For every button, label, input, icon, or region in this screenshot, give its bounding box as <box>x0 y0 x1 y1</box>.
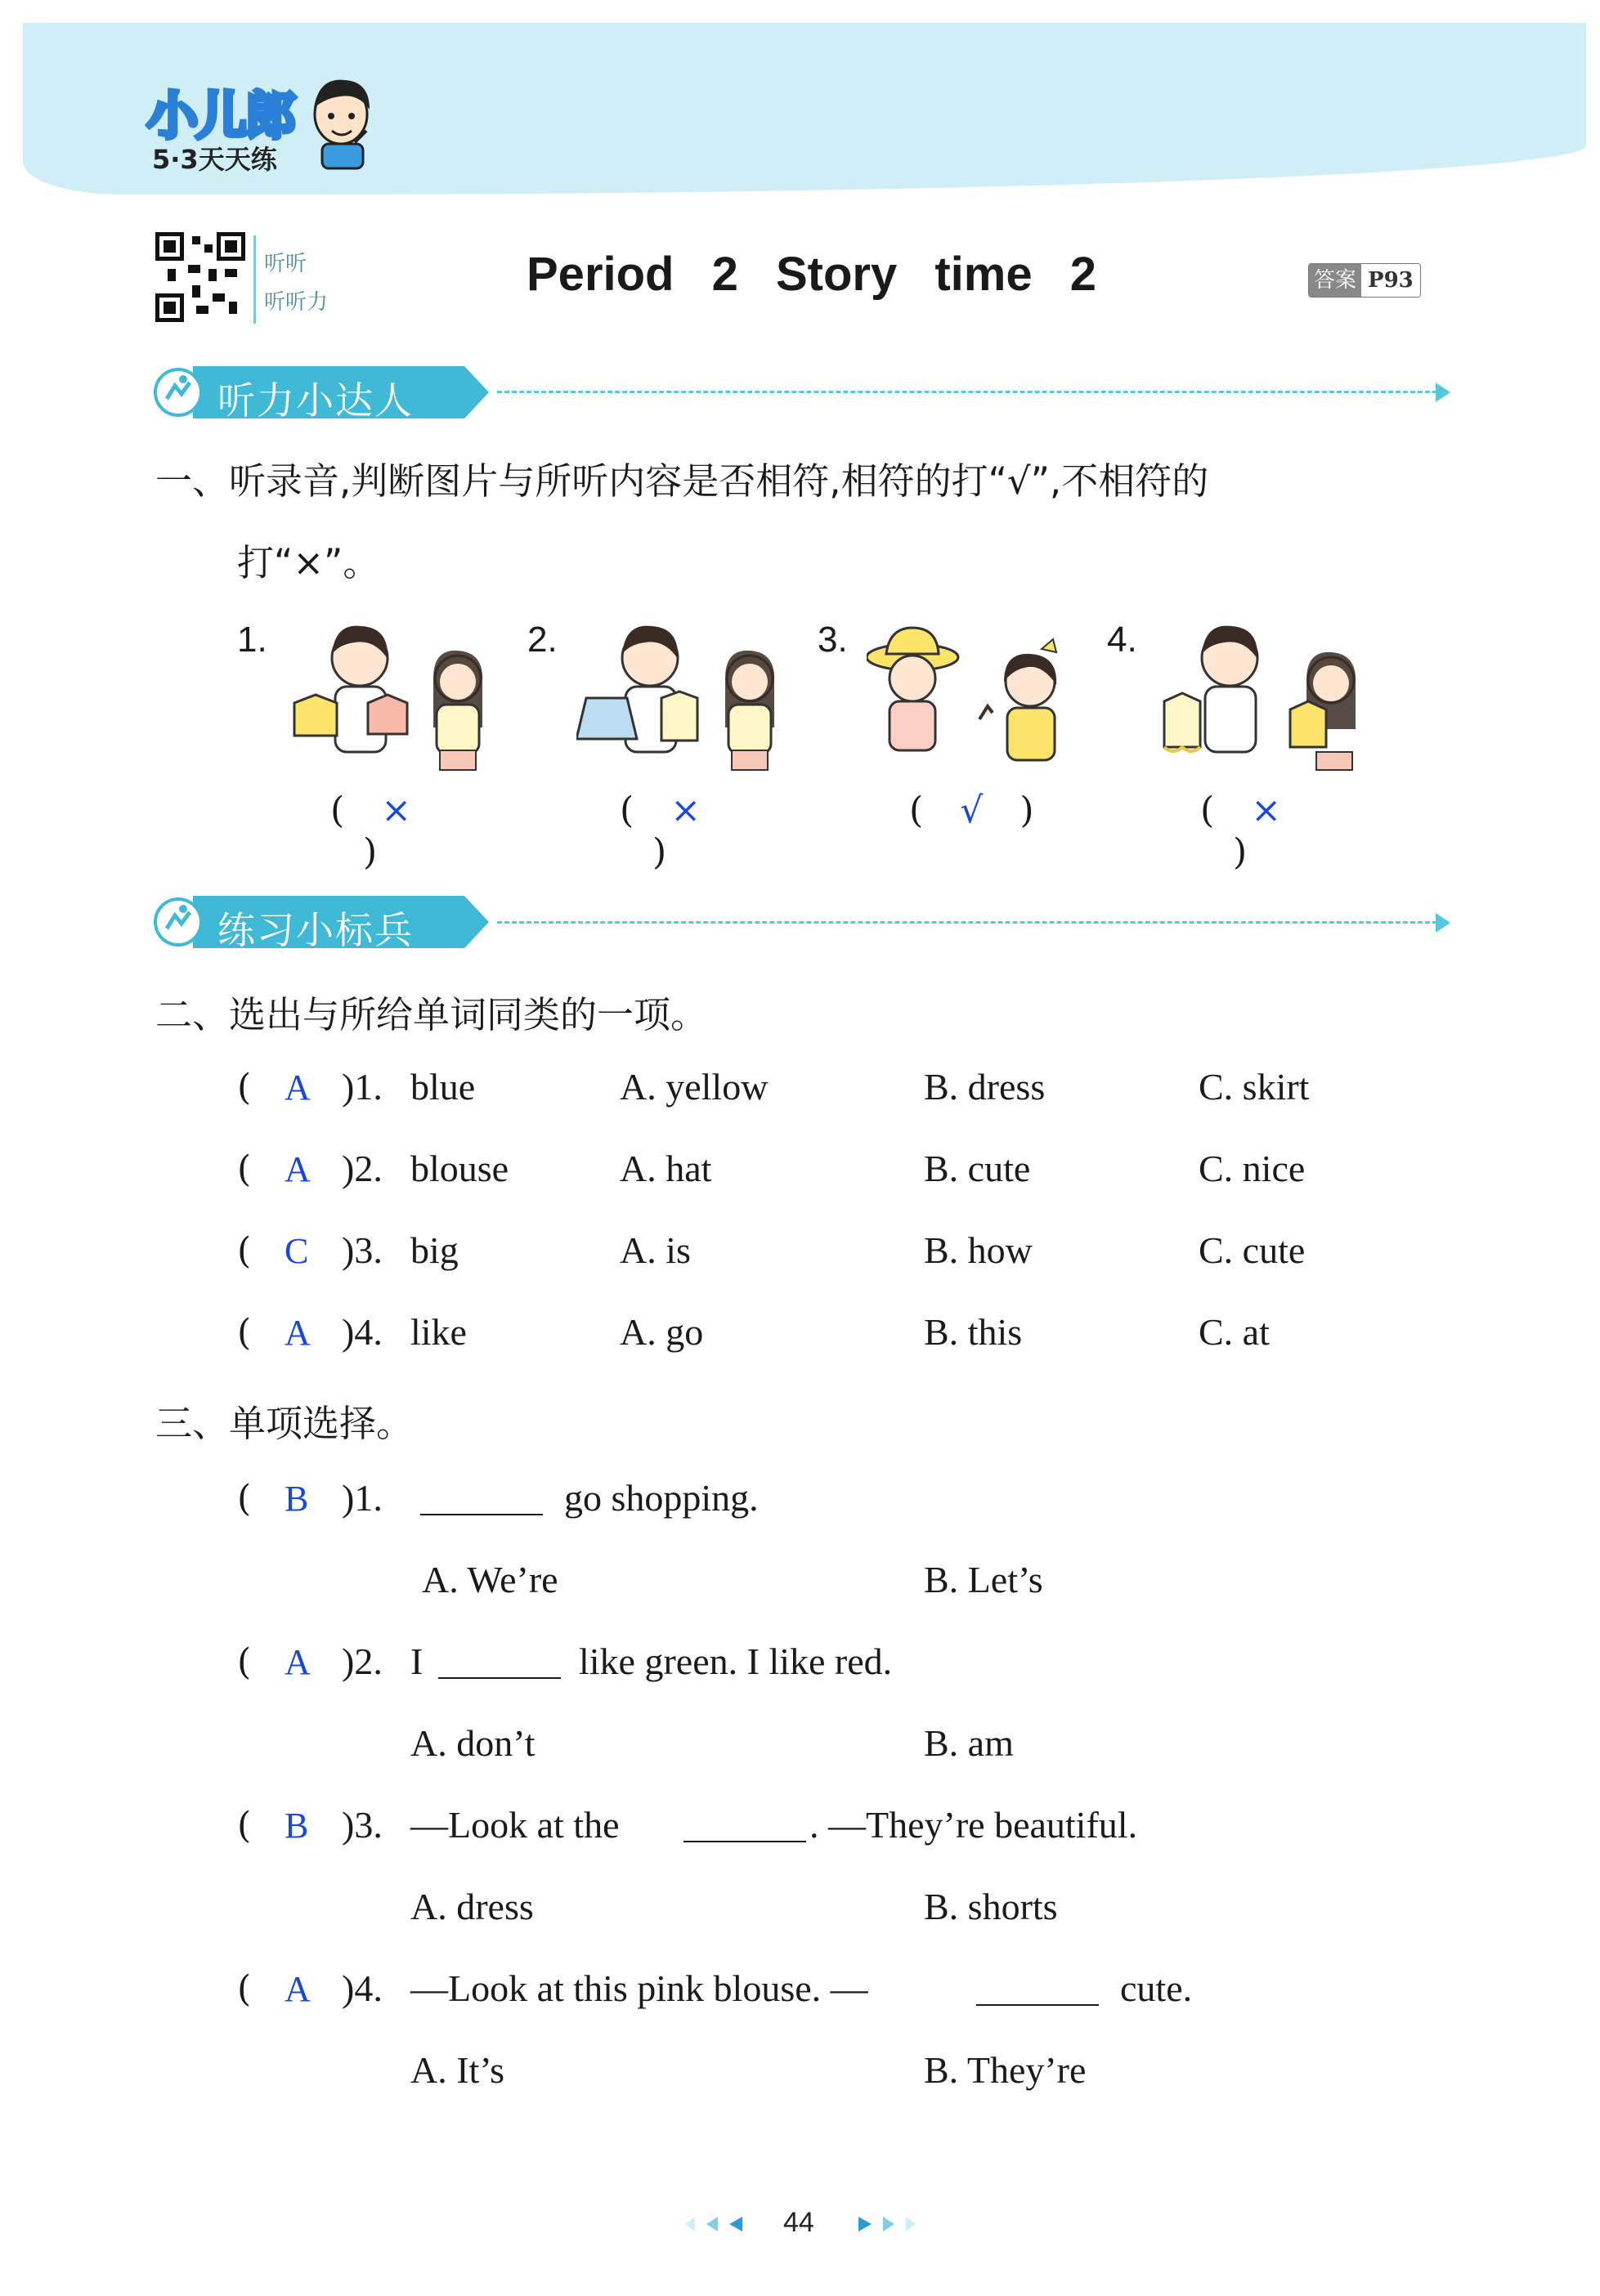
picture-number-2: 2. <box>527 620 558 660</box>
listen-tag[interactable] <box>253 235 354 324</box>
question-text: go shopping. <box>564 1477 759 1519</box>
fill-blank <box>683 1808 806 1842</box>
item-number: )3. <box>342 1229 383 1271</box>
picture-4-girls-clothes <box>1156 613 1377 777</box>
question-heading-2: 二、选出与所给单词同类的一项。 <box>155 993 708 1036</box>
next-page-icon <box>883 2217 894 2231</box>
question-text: like green. I like red. <box>579 1640 893 1682</box>
option-b: B. this <box>924 1311 1023 1353</box>
paren-open: ( <box>237 1805 252 1846</box>
question-text-before: —Look at this pink blouse. — <box>410 1967 868 2009</box>
banner-label: 听力小达人 <box>217 378 414 423</box>
question-text-before: I <box>410 1640 424 1682</box>
arrow-right-icon <box>1436 913 1450 933</box>
option-a: A. It’s <box>410 2049 504 2091</box>
question-heading-1a: 一、听录音,判断图片与所听内容是否相符,相符的打“√”,不相符的 <box>155 459 1209 503</box>
option-a: A. is <box>620 1229 691 1271</box>
banner-dash-line <box>497 921 1437 924</box>
item-number: )2. <box>342 1148 383 1189</box>
next-page-icon <box>858 2217 872 2231</box>
picture-number-4: 4. <box>1107 620 1137 660</box>
listening-answer-4: ( × ) <box>1200 790 1282 873</box>
prev-page-icon <box>706 2217 718 2231</box>
option-a: A. go <box>620 1311 704 1353</box>
arrow-right-icon <box>1436 383 1450 402</box>
option-b: B. They’re <box>924 2049 1087 2091</box>
section-banner-practice <box>154 896 489 952</box>
option-b: B. am <box>924 1722 1014 1764</box>
answer-reference <box>1308 263 1421 298</box>
item-number: )1. <box>342 1066 383 1108</box>
option-b: B. shorts <box>924 1886 1058 1927</box>
option-c: C. cute <box>1199 1229 1306 1271</box>
option-b: B. dress <box>924 1066 1046 1108</box>
fill-blank <box>438 1645 561 1679</box>
answer-letter: A <box>285 1313 311 1353</box>
paren-open: ( <box>237 1312 252 1354</box>
listening-answer-3: ( √ ) <box>909 790 1034 831</box>
answer-mark: × <box>381 790 412 831</box>
picture-2-girls-clothes <box>576 613 797 777</box>
answer-page: P93 <box>1361 264 1420 297</box>
banner-dash-line <box>497 391 1437 393</box>
given-word: like <box>410 1311 467 1353</box>
answer-letter: A <box>285 1642 311 1682</box>
option-c: C. nice <box>1199 1148 1306 1189</box>
answer-letter: C <box>285 1231 309 1271</box>
listen-tag-line2: 听听力 <box>264 290 329 315</box>
answer-mark: × <box>670 790 701 831</box>
answer-label: 答案 <box>1309 264 1361 297</box>
paren-open: ( <box>237 1968 252 2010</box>
section-banner-listening <box>154 366 489 423</box>
picture-1-girls-clothes <box>286 613 507 777</box>
qr-code-icon[interactable] <box>155 231 245 323</box>
prev-page-icon <box>729 2217 742 2231</box>
page-title: Period 2 Story time 2 <box>527 248 1096 301</box>
option-b: B. Let’s <box>924 1559 1043 1600</box>
paren-open: ( <box>237 1230 252 1272</box>
given-word: blouse <box>410 1148 509 1189</box>
brand-logo: 小儿郎 <box>147 88 295 145</box>
banner-label: 练习小标兵 <box>217 908 414 952</box>
brand-subtitle: 5·3天天练 <box>152 144 277 175</box>
option-c: C. skirt <box>1199 1066 1310 1108</box>
picture-number-1: 1. <box>237 620 267 660</box>
paren-open: ( <box>237 1641 252 1683</box>
paren-open: ( <box>237 1148 252 1190</box>
answer-mark: × <box>1251 790 1282 831</box>
question-text-before: —Look at the <box>410 1804 620 1846</box>
answer-letter: A <box>285 1969 311 2009</box>
option-a: A. hat <box>620 1148 712 1189</box>
item-number: )3. <box>342 1804 383 1846</box>
page-number: 44 <box>783 2207 814 2238</box>
paren-open: ( <box>237 1067 252 1108</box>
answer-mark: √ <box>960 790 984 831</box>
question-text: cute. <box>1120 1967 1193 2009</box>
item-number: )2. <box>342 1640 383 1682</box>
fill-blank <box>420 1481 543 1515</box>
answer-letter: B <box>285 1479 309 1519</box>
item-number: )4. <box>342 1967 383 2009</box>
question-text: . —They’re beautiful. <box>809 1804 1138 1846</box>
next-page-icon <box>906 2217 916 2231</box>
answer-letter: A <box>285 1149 311 1189</box>
option-c: C. at <box>1199 1311 1270 1353</box>
listening-answer-2: ( × ) <box>620 790 701 873</box>
given-word: big <box>410 1229 459 1271</box>
fill-blank <box>976 1972 1099 2006</box>
item-number: )4. <box>342 1311 383 1353</box>
question-heading-1b: 打“×”。 <box>237 541 380 584</box>
answer-letter: A <box>285 1067 311 1108</box>
mascot-icon <box>304 72 378 170</box>
prev-page-icon <box>685 2217 695 2231</box>
option-a: A. don’t <box>410 1722 536 1764</box>
option-a: A. yellow <box>620 1066 769 1108</box>
item-number: )1. <box>342 1477 383 1519</box>
answer-letter: B <box>285 1806 309 1846</box>
option-b: B. how <box>924 1229 1033 1271</box>
given-word: blue <box>410 1066 476 1108</box>
picture-number-3: 3. <box>818 620 848 660</box>
picture-3-girls-hat <box>867 613 1087 777</box>
paren-open: ( <box>237 1478 252 1519</box>
option-b: B. cute <box>924 1148 1031 1189</box>
option-a: A. We’re <box>422 1559 558 1600</box>
question-heading-3: 三、单项选择。 <box>155 1402 414 1445</box>
option-a: A. dress <box>410 1886 534 1927</box>
listen-tag-line1: 听听 <box>264 252 307 276</box>
listening-answer-1: ( × ) <box>330 790 412 873</box>
